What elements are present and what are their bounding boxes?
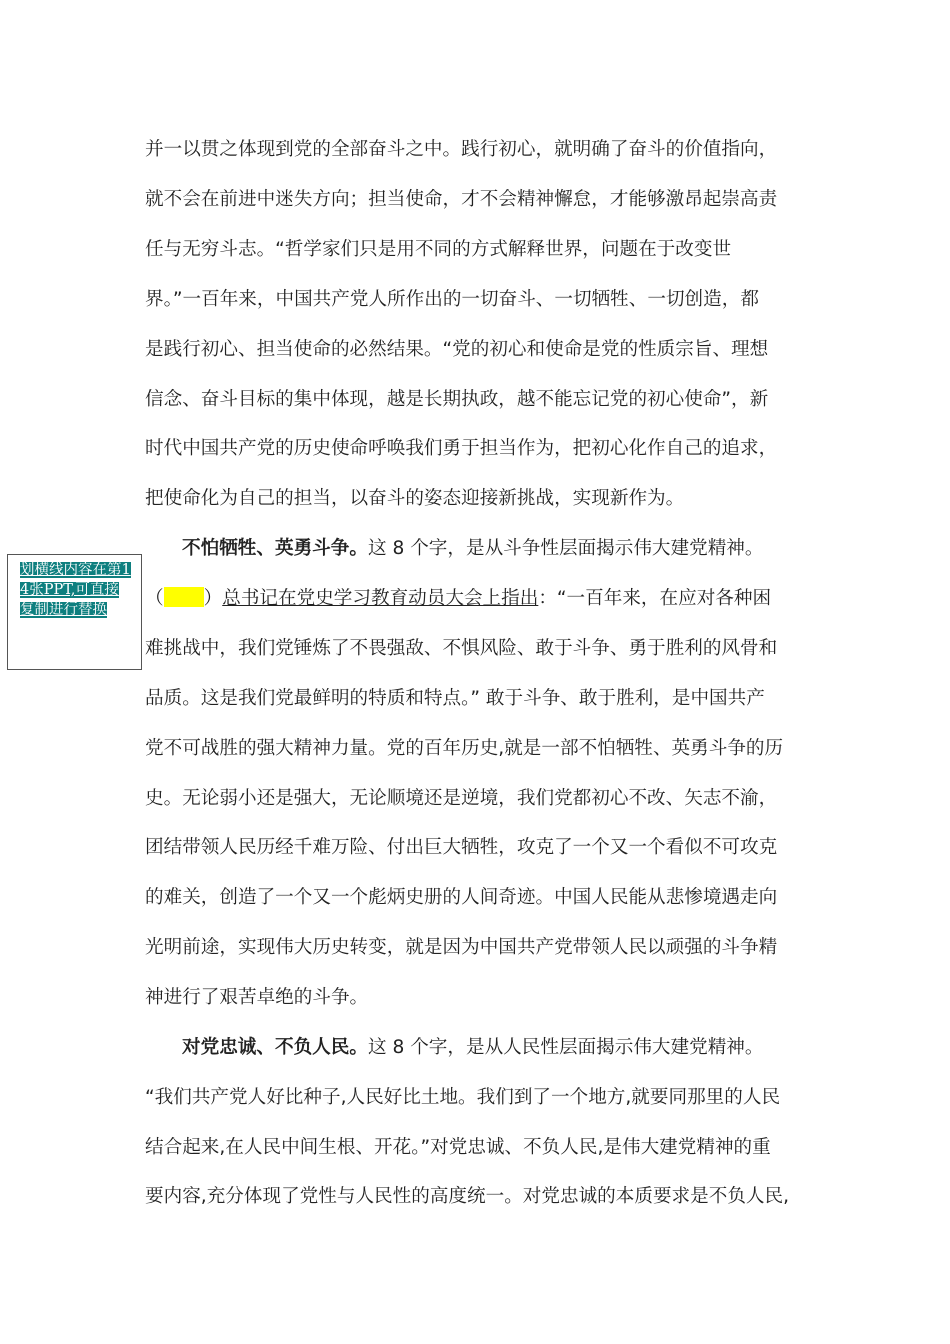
text-line: 并一以贯之体现到党的全部奋斗之中。践行初心，就明确了奋斗的价值指向， [145,139,778,160]
text-line: 把使命化为自己的担当，以奋斗的姿态迎接新挑战，实现新作为。 [145,488,685,509]
quote-start: ：“一百年来，在应对各种困 [538,588,772,609]
text-line: 任与无穷斗志。“哲学家们只是用不同的方式解释世界，问题在于改变世 [145,239,732,260]
section-heading-rest: 这 8 个字，是从斗争性层面揭示伟大建党精神。 [367,538,764,559]
text-line: 品质。这是我们党最鲜明的特质和特点。” 敢于斗争、敢于胜利，是中国共产 [145,688,765,709]
section-heading: 对党忠诚、不负人民。 [182,1037,368,1058]
text-line: 光明前途，实现伟大历史转变，就是因为中国共产党带领人民以顽强的斗争精 [145,937,778,958]
text-line: 时代中国共产党的历史使命呼唤我们勇于担当作为，把初心化作自己的追求， [145,438,778,459]
text-line: 界。”一百年来，中国共产党人所作出的一切奋斗、一切牺牲、一切创造，都 [145,289,759,310]
side-note-label: 划横线内容在第14张PPT,可直接复制进行替换 [20,562,131,618]
text-line: 的难关，创造了一个又一个彪炳史册的人间奇迹。中国人民能从悲惨境遇走向 [145,887,778,908]
text-line: 神进行了艰苦卓绝的斗争。 [145,987,369,1008]
text-line: 团结带领人民历经千难万险、付出巨大牺牲，攻克了一个又一个看似不可攻克 [145,837,778,858]
side-note-box [7,554,142,670]
side-note-text [20,560,133,620]
quote-line [145,587,771,611]
text-line: 史。无论弱小还是强大，无论顺境还是逆境，我们党都初心不改、矢志不渝， [145,788,778,809]
highlight-blank [164,587,204,607]
text-line: 结合起来,在人民中间生根、开花。”对党忠诚、不负人民,是伟大建党精神的重 [145,1137,771,1158]
paren-close: ） [203,588,223,609]
text-line: 党不可战胜的强大精神力量。党的百年历史,就是一部不怕牺牲、英勇斗争的历 [145,738,784,759]
text-line: 是践行初心、担当使命的必然结果。“党的初心和使命是党的性质宗旨、理想 [145,339,769,360]
text-line: “我们共产党人好比种子,人民好比土地。我们到了一个地方,就要同那里的人民 [145,1087,781,1108]
text-line: 难挑战中，我们党锤炼了不畏强敌、不惧风险、敢于斗争、勇于胜利的风骨和 [145,638,778,659]
text-line: 信念、奋斗目标的集中体现，越是长期执政，越不能忘记党的初心使命”，新 [145,389,769,410]
underlined-source: 总书记在党史学习教育动员大会上指出 [222,588,539,609]
text-line: 要内容,充分体现了党性与人民性的高度统一。对党忠诚的本质要求是不负人民, [145,1186,790,1207]
section-heading-line [182,1036,763,1060]
section-heading-line [182,537,763,561]
paren-open: （ [145,588,164,609]
text-line: 就不会在前进中迷失方向；担当使命，才不会精神懈怠，才能够激昂起崇高责 [145,189,778,210]
section-heading: 不怕牺牲、英勇斗争。 [182,538,368,559]
section-heading-rest: 这 8 个字，是从人民性层面揭示伟大建党精神。 [367,1037,764,1058]
